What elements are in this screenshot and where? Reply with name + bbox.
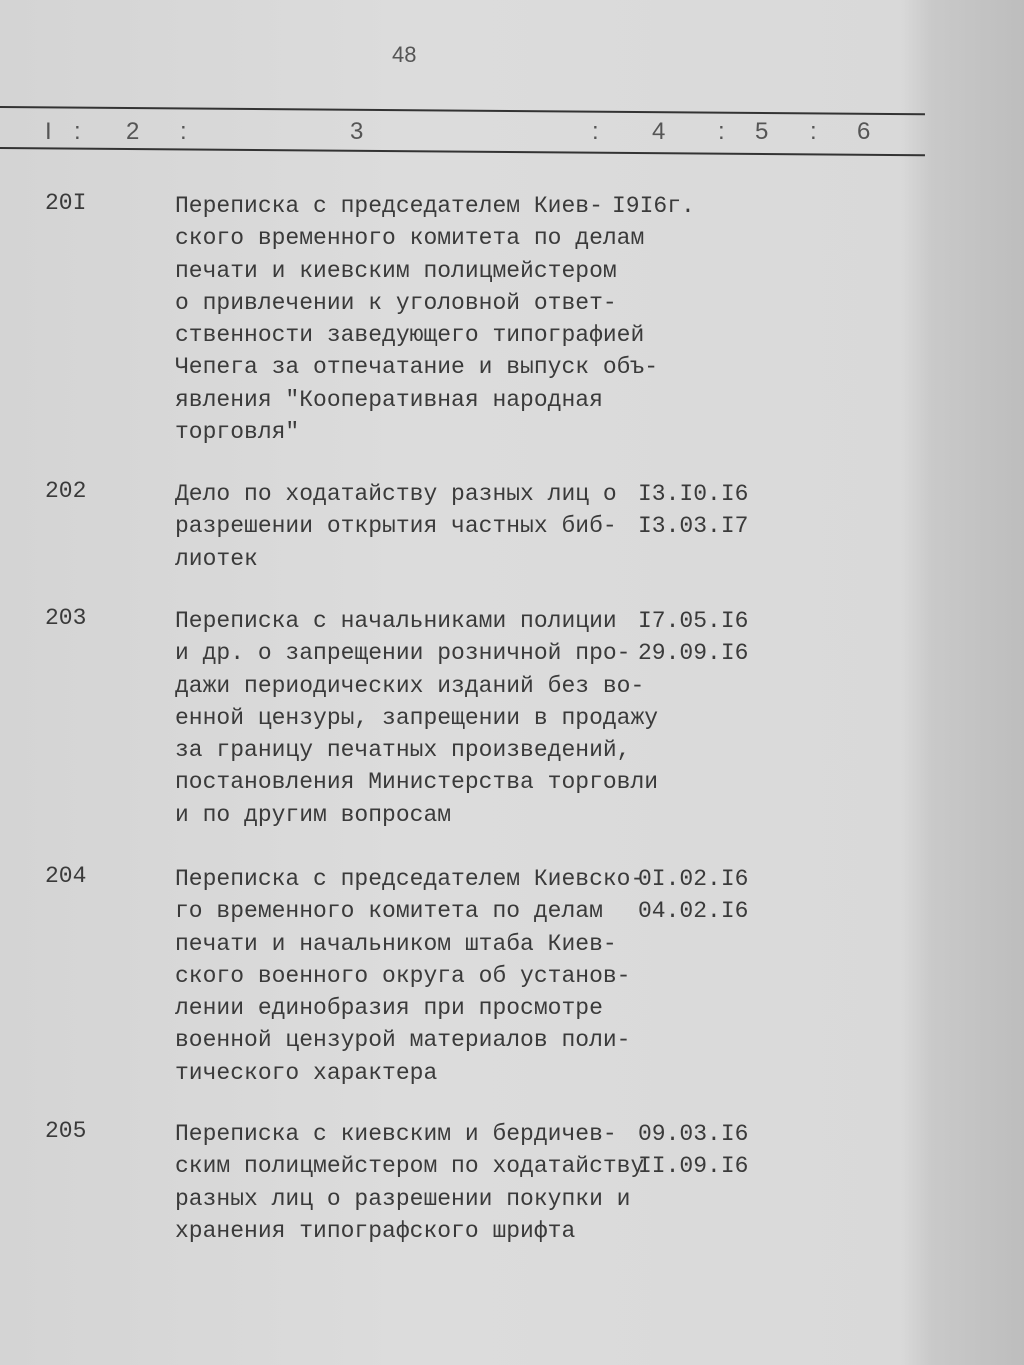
entry-number: 205 (45, 1118, 87, 1144)
date: I7.05.I6 (638, 608, 749, 634)
header-bottom-rule (0, 147, 925, 156)
description-line: Дело по ходатайству разных лиц о (175, 481, 617, 507)
col-sep: : (74, 118, 81, 145)
entry-number: 203 (45, 605, 87, 631)
entry-description (175, 605, 658, 831)
description-line: лении единобразия при просмотре (175, 995, 603, 1022)
page-number: 48 (392, 42, 417, 67)
date: 09.03.I6 (638, 1121, 749, 1147)
description-line: постановления Министерства торговли (175, 769, 659, 796)
entry-number: 204 (45, 863, 87, 889)
description-line: и др. о запрещении розничной про- (175, 640, 631, 667)
header-top-rule (0, 106, 925, 115)
col-sep: : (718, 118, 725, 145)
description-line: тического характера (175, 1059, 438, 1086)
entry-description (175, 1118, 644, 1247)
col-6-label: 6 (857, 118, 871, 145)
description-line: ского военного округа об установ- (175, 962, 631, 989)
col-sep: : (810, 118, 817, 145)
col-3-label: 3 (350, 118, 364, 145)
description-line: явления "Кооперативная народная (175, 386, 603, 413)
description-line: разных лиц о разрешении покупки и (175, 1185, 631, 1212)
description-line: енной цензуры, запрещении в продажу (175, 704, 659, 731)
entry-dates (638, 863, 748, 928)
description-line: Переписка с киевским и бердичев- (175, 1121, 617, 1147)
description-line: разрешении открытия частных биб- (175, 513, 617, 540)
description-line: о привлечении к уголовной ответ- (175, 289, 617, 316)
description-line: Переписка с председателем Киевско- (175, 866, 645, 892)
date: I9I6г. (612, 193, 695, 219)
description-line: лиотек (175, 545, 258, 572)
date: 29.09.I6 (638, 640, 749, 667)
entry-number: 202 (45, 478, 87, 504)
description-line: торговля" (175, 419, 300, 446)
description-line: и по другим вопросам (175, 801, 452, 828)
description-line: Переписка с начальниками полиции (175, 608, 617, 634)
description-line: печати и начальником штаба Киев- (175, 930, 617, 957)
description-line: го временного комитета по делам (175, 898, 603, 925)
description-line: дажи периодических изданий без во- (175, 672, 645, 699)
entry-description (175, 478, 617, 575)
date: 0I.02.I6 (638, 866, 749, 892)
description-line: военной цензурой материалов поли- (175, 1027, 631, 1054)
description-line: ственности заведующего типографией (175, 322, 645, 349)
description-line: Переписка с председателем Киев- (175, 193, 603, 219)
col-5-label: 5 (755, 118, 769, 145)
entry-description (175, 863, 644, 1089)
description-line: печати и киевским полицмейстером (175, 257, 617, 284)
entry-dates (612, 190, 695, 222)
description-line: хранения типографского шрифта (175, 1217, 576, 1244)
date: II.09.I6 (638, 1153, 749, 1180)
col-sep: : (592, 118, 599, 145)
date: I3.I0.I6 (638, 481, 749, 507)
entry-dates (638, 1118, 748, 1183)
entry-number: 20I (45, 190, 87, 216)
col-1-label: I (45, 118, 52, 145)
description-line: ским полицмейстером по ходатайству (175, 1153, 645, 1180)
col-sep: : (180, 118, 187, 145)
description-line: ского временного комитета по делам (175, 225, 645, 252)
col-4-label: 4 (652, 118, 666, 145)
date: I3.03.I7 (638, 513, 749, 540)
entry-dates (638, 478, 748, 543)
entry-description (175, 190, 658, 448)
entry-dates (638, 605, 748, 670)
description-line: Чепега за отпечатание и выпуск объ- (175, 354, 659, 381)
description-line: за границу печатных произведений, (175, 737, 631, 764)
date: 04.02.I6 (638, 898, 749, 925)
col-2-label: 2 (126, 118, 140, 145)
